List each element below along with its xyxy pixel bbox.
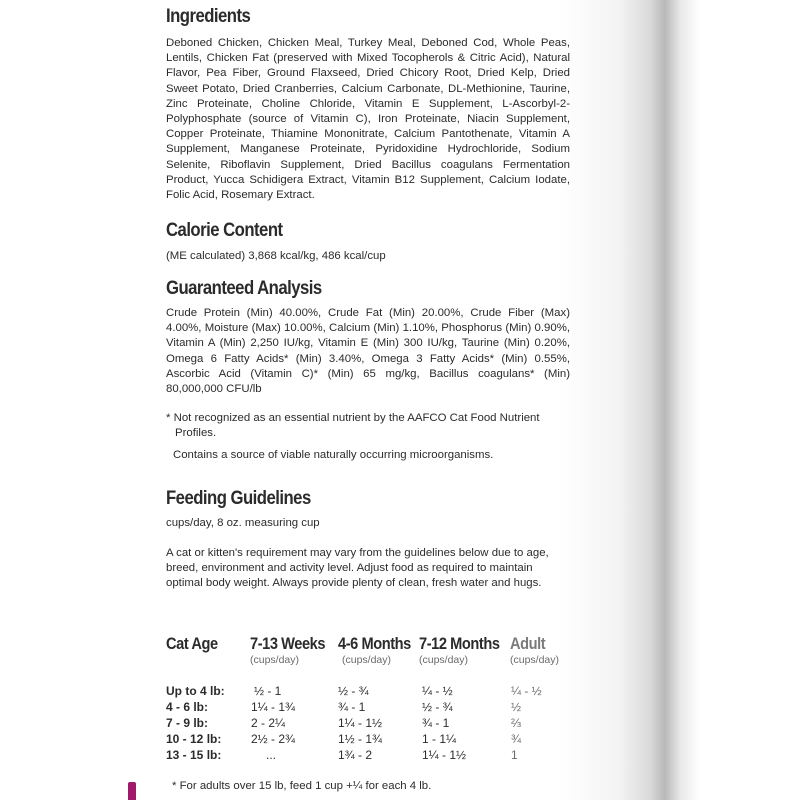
column-header-adult [510, 634, 559, 666]
column-header-4-6-months [338, 634, 423, 666]
cell-7-13-weeks: 1¼ - 1¾ [251, 700, 296, 714]
cell-adult: ¼ - ½ [511, 684, 542, 698]
column-unit: (cups/day) [510, 654, 560, 666]
cell-7-12-months: ½ - ¾ [422, 700, 453, 714]
table-row [166, 700, 586, 715]
aafco-footnote: * Not recognized as an essential nutrient by the AAFCO Cat Food Nutrient [166, 412, 540, 424]
column-title: Adult [510, 634, 546, 653]
row-label: 4 - 6 lb: [166, 700, 209, 714]
table-row [166, 748, 586, 763]
row-label: 10 - 12 lb: [166, 732, 222, 746]
column-unit: (cups/day) [419, 654, 469, 666]
cell-4-6-months: 1½ - 1¾ [338, 732, 383, 746]
feeding-footnote: * For adults over 15 lb, feed 1 cup +¼ for each 4 lb. [172, 780, 432, 792]
cell-4-6-months: ¾ - 1 [338, 700, 366, 714]
table-row [166, 732, 586, 747]
cell-7-12-months: 1 - 1¼ [422, 732, 457, 746]
brand-accent-strip [128, 782, 136, 800]
row-label: 13 - 15 lb: [166, 748, 222, 762]
cell-adult: 1 [511, 748, 518, 762]
column-header-7-13-weeks [250, 634, 337, 666]
cell-4-6-months: 1¾ - 2 [338, 748, 373, 762]
cell-7-12-months: 1¼ - 1½ [422, 748, 467, 762]
feeding-heading: Feeding Guidelines [166, 488, 311, 509]
cell-7-13-weeks: 2½ - 2¾ [251, 732, 296, 746]
cell-adult: ⅔ [511, 716, 522, 730]
row-label: 7 - 9 lb: [166, 716, 209, 730]
feeding-subheading: cups/day, 8 oz. measuring cup [166, 517, 320, 529]
cell-7-13-weeks: ½ - 1 [254, 684, 282, 698]
cell-7-13-weeks: ... [266, 748, 277, 762]
cell-adult: ¾ [511, 732, 522, 746]
row-label: Up to 4 lb: [166, 684, 225, 698]
cell-7-12-months: ¾ - 1 [422, 716, 450, 730]
analysis-heading: Guaranteed Analysis [166, 278, 322, 299]
column-title: Cat Age [166, 634, 218, 653]
cell-7-13-weeks: 2 - 2¼ [251, 716, 286, 730]
probiotic-note: Contains a source of viable naturally occurring microorganisms. [173, 449, 494, 461]
ingredients-text: Deboned Chicken, Chicken Meal, Turkey Meal, Deboned Cod, Whole Peas, Lentils, Chicken Fat (preserved with Mixed Tocopherols & Citric Acid), Natural Flavor, Pea Fiber, Ground Flaxseed, Dried Chicory Root, Dried Kelp, Dried Sweet Potato, Dried Cranberries, Calcium Carbonate, DL-Methionine, Taurine, Zinc Proteinate, Choline Chloride, Vitamin E Supplement, L-Ascorbyl-2-Polyphosphate (source of Vitamin C), Iron Proteinate, Niacin Supplement, Copper Proteinate, Thiamine Mononitrate, Calcium Pantothenate, Vitamin A Supplement, Manganese Proteinate, Pyridoxidine Hydrochloride, Sodium Selenite, Riboflavin Supplement, Dried Bacillus coagulans Fermentation Product, Yucca Schidigera Extract, Vitamin B12 Supplement, Calcium Iodate, Folic Acid, Rosemary Extract. [166, 37, 570, 202]
table-row [166, 716, 586, 731]
column-unit: (cups/day) [342, 654, 392, 666]
ingredients-heading: Ingredients [166, 6, 251, 27]
cell-4-6-months: ½ - ¾ [338, 684, 369, 698]
column-title: 7-13 Weeks [250, 634, 326, 653]
column-title: 7-12 Months [419, 634, 500, 653]
column-unit: (cups/day) [250, 654, 300, 666]
calorie-text: (ME calculated) 3,868 kcal/kg, 486 kcal/cup [166, 250, 386, 262]
cell-7-12-months: ¼ - ½ [422, 684, 453, 698]
aafco-footnote-continued: Profiles. [175, 427, 217, 439]
cell-4-6-months: 1¼ - 1½ [338, 716, 383, 730]
calorie-heading: Calorie Content [166, 220, 283, 241]
cell-adult: ½ [511, 700, 522, 714]
column-title: 4-6 Months [338, 634, 411, 653]
analysis-text: Crude Protein (Min) 40.00%, Crude Fat (Min) 20.00%, Crude Fiber (Max) 4.00%, Moisture (Max) 10.00%, Calcium (Min) 1.10%, Phosphorus (Min) 0.90%, Vitamin A (Min) 2,250 IU/kg, Vitamin E (Min) 300 IU/kg, Taurine (Min) 0.20%, Omega 6 Fatty Acids* (Min) 3.40%, Omega 3 Fatty Acids* (Min) 0.55%, Ascorbic Acid (Vitamin C)* (Min) 65 mg/kg, Bacillus coagulans* (Min) 80,000,000 CFU/lb [166, 307, 570, 396]
column-header-cat-age [166, 634, 226, 654]
column-header-7-12-months [419, 634, 513, 666]
feeding-text: A cat or kitten's requirement may vary from the guidelines below due to age, breed, environment and activity level. Adjust food as required to maintain optimal body weight. Always provide plenty of clean, fresh water and hugs. [166, 547, 549, 590]
table-row [166, 684, 586, 699]
